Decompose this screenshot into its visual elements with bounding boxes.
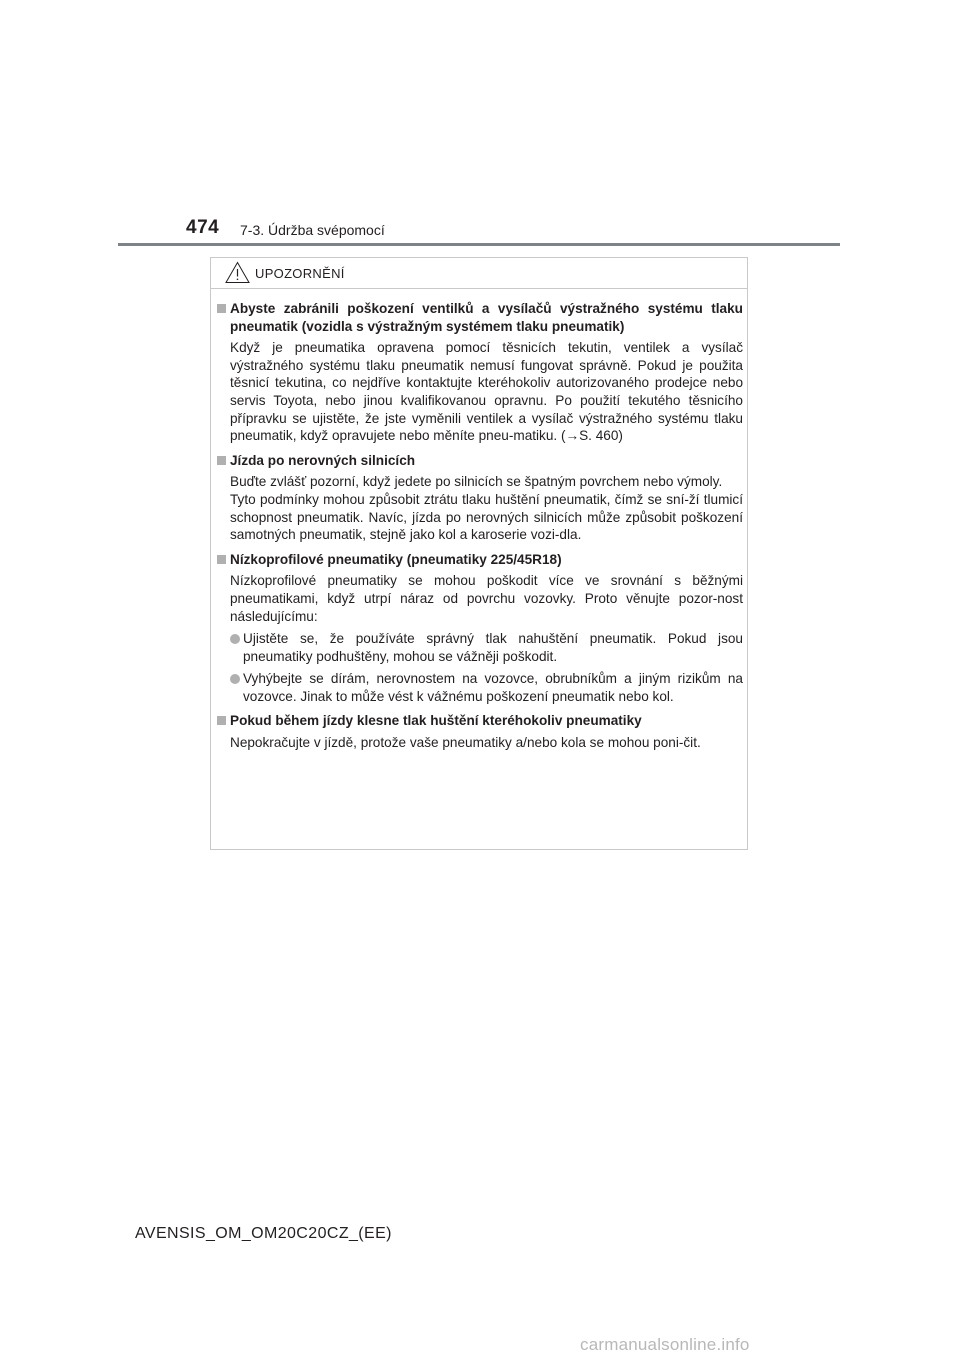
section-body: Nízkoprofilové pneumatiky se mohou poškodit více ve srovnání s běžnými pneumatikami, když utrpí náraz od povrchu vozovky. Proto věnujte pozor-nost následujícímu: bbox=[230, 573, 743, 624]
list-item: Ujistěte se, že používáte správný tlak nahuštění pneumatik. Pokud jsou pneumatiky podhuštěny, mohou se vážněji poškodit. bbox=[217, 630, 743, 665]
watermark: carmanualsonline.info bbox=[580, 1335, 750, 1354]
warning-section bbox=[217, 452, 743, 544]
warning-section bbox=[217, 300, 743, 445]
square-bullet-icon bbox=[217, 716, 226, 725]
header-rule bbox=[118, 243, 840, 246]
warning-section bbox=[217, 551, 743, 706]
section-heading: Abyste zabránili poškození ventilků a vysílačů výstražného systému tlaku pneumatik (vozidla s výstražným systémem tlaku pneumatik) bbox=[217, 300, 743, 335]
warning-content bbox=[217, 300, 743, 759]
warning-box bbox=[210, 257, 748, 850]
warning-section bbox=[217, 712, 743, 751]
round-bullet-icon bbox=[230, 674, 240, 684]
warning-header bbox=[211, 258, 747, 289]
round-bullet-icon bbox=[230, 634, 240, 644]
section-heading: Jízda po nerovných silnicích bbox=[217, 452, 743, 470]
warning-triangle-icon bbox=[225, 261, 250, 284]
section-heading: Nízkoprofilové pneumatiky (pneumatiky 225/45R18) bbox=[217, 551, 743, 569]
list-item: Vyhýbejte se dírám, nerovnostem na vozovce, obrubníkům a jiným rizikům na vozovce. Jinak to může vést k vážnému poškození pneumatik nebo kol. bbox=[217, 670, 743, 705]
section-heading: Pokud během jízdy klesne tlak huštění kteréhokoliv pneumatiky bbox=[217, 712, 743, 730]
square-bullet-icon bbox=[217, 555, 226, 564]
section-body: Tyto podmínky mohou způsobit ztrátu tlaku huštění pneumatik, čímž se sní-ží tlumicí schopnost pneumatik. Navíc, jízda po nerovných silnicích může způsobit poškození samotných pneumatik, stejně jako kol a karoserie vozi-dla. bbox=[230, 491, 743, 543]
square-bullet-icon bbox=[217, 456, 226, 465]
document-code: AVENSIS_OM_OM20C20CZ_(EE) bbox=[135, 1225, 392, 1242]
section-body: Když je pneumatika opravena pomocí těsnicích tekutin, ventilek a vysílač výstražného systému tlaku pneumatik nemusí fungovat správně. Pokud je použita těsnicí tekutina, co nejdříve kontaktujte kteréhokoliv autorizovaného prodejce nebo servis Toyota, nebo jinou kvalifikovanou opravnu. Po použití tekutého těsnicího přípravku se ujistěte, že jste vyměnili ventilek a vysílač výstražného systému tlaku pneumatik, když opravujete nebo měníte pneu-matiku. (→S. 460) bbox=[230, 340, 743, 444]
square-bullet-icon bbox=[217, 304, 226, 313]
warning-title: UPOZORNĚNÍ bbox=[255, 266, 345, 281]
section-body: Nepokračujte v jízdě, protože vaše pneumatiky a/nebo kola se mohou poni-čit. bbox=[230, 735, 701, 751]
section-body: Buďte zvlášť pozorní, když jedete po silnicích se špatným povrchem nebo výmoly. bbox=[230, 474, 723, 490]
section-title: 7-3. Údržba svépomocí bbox=[240, 222, 385, 238]
page-number: 474 bbox=[186, 217, 220, 238]
